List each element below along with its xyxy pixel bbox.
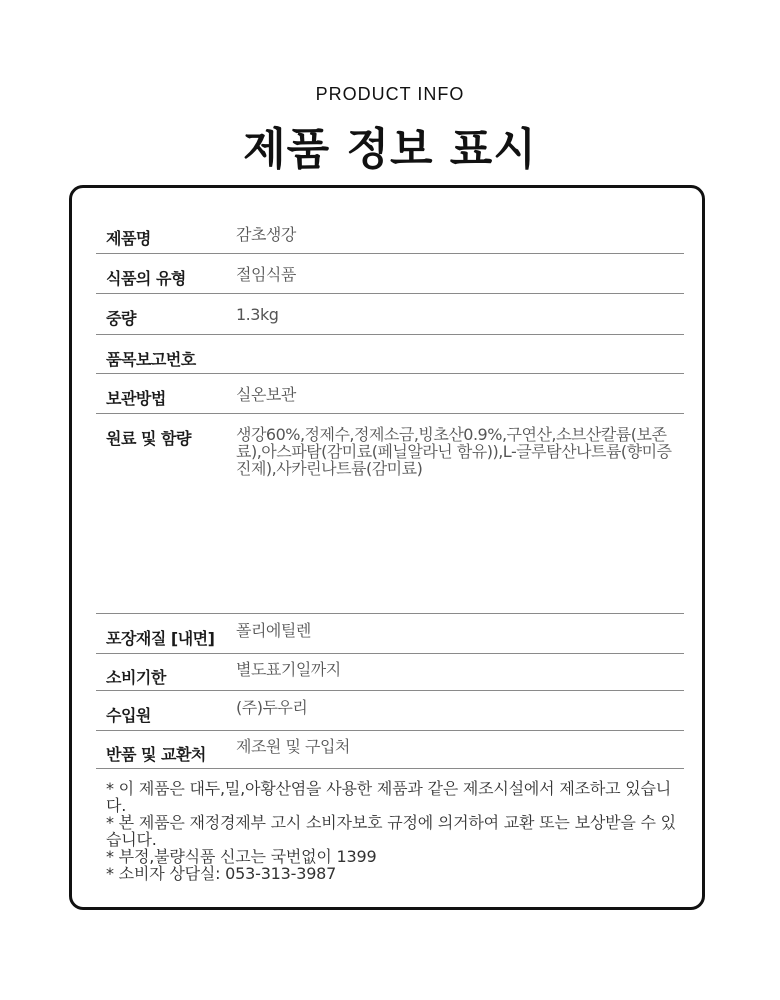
info-row-report-number bbox=[96, 335, 684, 374]
info-label: 수입원 bbox=[106, 706, 151, 725]
info-row-ingredients bbox=[96, 414, 684, 614]
info-value: (주)두우리 bbox=[236, 698, 308, 717]
info-label: 보관방법 bbox=[106, 389, 166, 408]
notice-line: * 소비자 상담실: 053-313-3987 bbox=[106, 864, 337, 883]
info-row-food-type bbox=[96, 254, 684, 294]
product-info-table bbox=[96, 214, 684, 769]
notice-block bbox=[106, 780, 676, 882]
info-label: 원료 및 함량 bbox=[106, 429, 191, 448]
info-row-expiry bbox=[96, 654, 684, 691]
info-value: 절임식품 bbox=[236, 265, 296, 284]
info-row-returns bbox=[96, 731, 684, 769]
info-row-packaging bbox=[96, 614, 684, 654]
info-row-importer bbox=[96, 691, 684, 731]
info-row-storage bbox=[96, 374, 684, 414]
page-title: 제품 정보 표시 bbox=[243, 124, 537, 175]
info-row-product-name bbox=[96, 214, 684, 254]
info-value: 폴리에틸렌 bbox=[236, 621, 311, 640]
info-label: 식품의 유형 bbox=[106, 269, 186, 288]
notice-line: * 부정,불량식품 신고는 국번없이 1399 bbox=[106, 847, 377, 866]
info-value: 제조원 및 구입처 bbox=[236, 737, 350, 756]
info-value: 감초생강 bbox=[236, 225, 296, 244]
info-value: 1.3kg bbox=[236, 305, 279, 324]
info-label: 중량 bbox=[106, 309, 136, 328]
info-label: 제품명 bbox=[106, 229, 151, 248]
info-value: 실온보관 bbox=[236, 385, 296, 404]
info-label: 반품 및 교환처 bbox=[106, 745, 206, 764]
notice-line: * 이 제품은 대두,밀,아황산염을 사용한 제품과 같은 제조시설에서 제조하고 있습니다. bbox=[106, 779, 671, 815]
info-label: 품목보고번호 bbox=[106, 350, 196, 369]
info-value: 생강60%,정제수,정제소금,빙초산0.9%,구연산,소브산칼륨(보존료),아스파탐(감미료(페닐알라닌 함유)),L-글루탐산나트륨(향미증진제),사카린나트륨(감미료) bbox=[236, 425, 672, 478]
info-label: 소비기한 bbox=[106, 668, 166, 687]
info-value: 별도표기일까지 bbox=[236, 660, 341, 679]
info-label: 포장재질 [내면] bbox=[106, 629, 215, 648]
product-info-card bbox=[69, 185, 705, 910]
info-row-weight bbox=[96, 294, 684, 335]
header-subtitle: PRODUCT INFO bbox=[315, 84, 465, 104]
notice-line: * 본 제품은 재정경제부 고시 소비자보호 규정에 의거하여 교환 또는 보상받을 수 있습니다. bbox=[106, 813, 676, 849]
page-header bbox=[0, 84, 780, 177]
